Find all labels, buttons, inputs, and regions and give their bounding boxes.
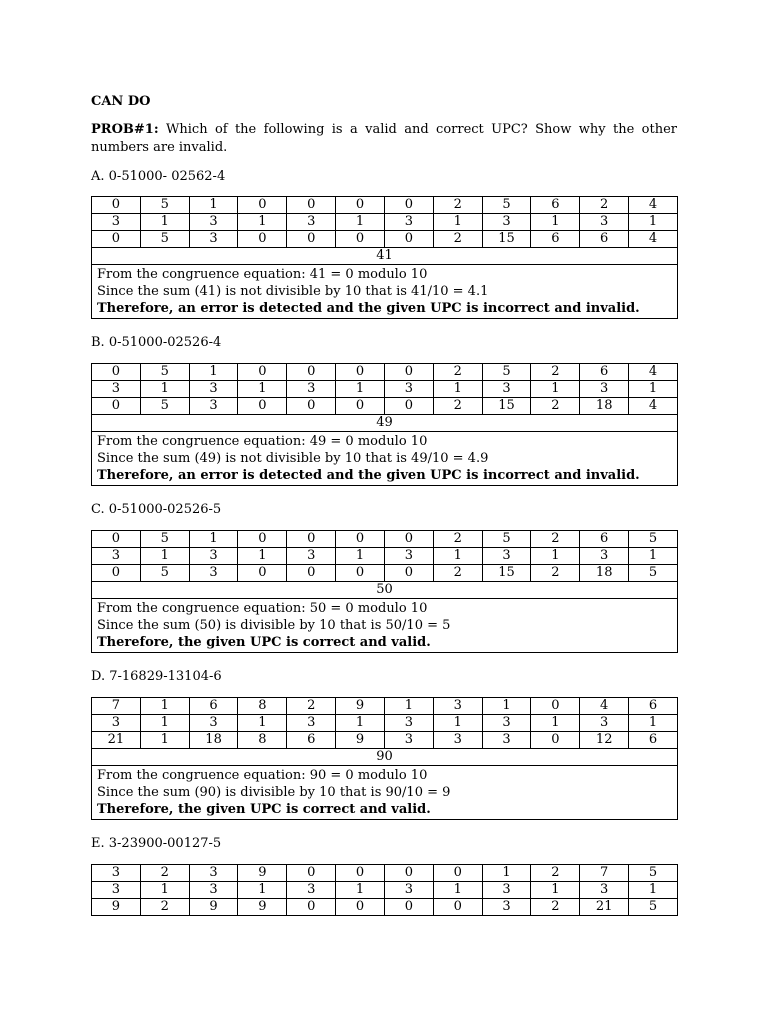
table-cell: 9 xyxy=(189,899,238,916)
table-cell: 0 xyxy=(92,197,141,214)
table-cell: 5 xyxy=(629,565,678,582)
table-cell: 1 xyxy=(238,381,287,398)
weights-row xyxy=(92,548,678,565)
table-cell: 0 xyxy=(384,565,433,582)
table-cell: 1 xyxy=(433,882,482,899)
table-cell: 3 xyxy=(92,381,141,398)
table-cell: 1 xyxy=(140,715,189,732)
table-cell: 3 xyxy=(482,899,531,916)
table-cell: 2 xyxy=(531,398,580,415)
explanation-line: Therefore, the given UPC is correct and valid. xyxy=(97,802,431,817)
table-cell: 3 xyxy=(189,548,238,565)
document-heading: CAN DO xyxy=(91,94,151,109)
table-cell: 0 xyxy=(238,364,287,381)
table-cell: 5 xyxy=(482,364,531,381)
table-cell: 7 xyxy=(92,698,141,715)
table-cell: 18 xyxy=(189,732,238,749)
explanation-line: From the congruence equation: 90 = 0 modulo 10 xyxy=(97,768,428,783)
products-row xyxy=(92,899,678,916)
table-cell: 5 xyxy=(140,231,189,248)
table-cell: 2 xyxy=(433,197,482,214)
table-cell: 2 xyxy=(433,565,482,582)
explanation-line: Since the sum (50) is divisible by 10 that is 50/10 = 5 xyxy=(97,618,451,633)
table-cell: 1 xyxy=(189,197,238,214)
digits-row xyxy=(92,531,678,548)
table-cell: 8 xyxy=(238,732,287,749)
table-cell: 6 xyxy=(629,698,678,715)
table-cell: 0 xyxy=(92,531,141,548)
table-cell: 0 xyxy=(336,865,385,882)
table-cell: 1 xyxy=(531,715,580,732)
table-cell: 3 xyxy=(92,548,141,565)
table-cell: 2 xyxy=(433,398,482,415)
table-cell: 6 xyxy=(580,364,629,381)
table-cell: 1 xyxy=(482,698,531,715)
table-cell: 0 xyxy=(384,398,433,415)
table-cell: 5 xyxy=(482,531,531,548)
sum-cell: 49 xyxy=(92,415,678,432)
sum-row xyxy=(92,415,678,432)
products-row xyxy=(92,398,678,415)
table-cell: 0 xyxy=(287,364,336,381)
weights-row xyxy=(92,381,678,398)
explanation-line: Therefore, an error is detected and the given UPC is incorrect and invalid. xyxy=(97,468,640,483)
section-label-b: B. 0-51000-02526-4 xyxy=(91,335,222,350)
table-cell: 0 xyxy=(433,899,482,916)
table-cell: 3 xyxy=(92,214,141,231)
table-cell: 1 xyxy=(629,715,678,732)
table-cell: 1 xyxy=(433,715,482,732)
sum-row xyxy=(92,749,678,766)
table-cell: 3 xyxy=(384,548,433,565)
digits-row xyxy=(92,197,678,214)
explanation-cell xyxy=(92,599,678,653)
table-cell: 0 xyxy=(238,197,287,214)
table-cell: 0 xyxy=(531,732,580,749)
table-cell: 1 xyxy=(629,548,678,565)
explanation-row xyxy=(92,766,678,820)
explanation-cell xyxy=(92,766,678,820)
table-cell: 4 xyxy=(629,398,678,415)
table-cell: 1 xyxy=(140,732,189,749)
table-cell: 6 xyxy=(629,732,678,749)
table-cell: 1 xyxy=(629,882,678,899)
table-cell: 21 xyxy=(92,732,141,749)
table-cell: 4 xyxy=(580,698,629,715)
table-cell: 2 xyxy=(580,197,629,214)
table-cell: 1 xyxy=(140,698,189,715)
table-cell: 5 xyxy=(629,899,678,916)
table-cell: 1 xyxy=(482,865,531,882)
table-cell: 3 xyxy=(580,548,629,565)
table-cell: 0 xyxy=(336,231,385,248)
table-cell: 2 xyxy=(287,698,336,715)
table-cell: 1 xyxy=(238,548,287,565)
table-cell: 4 xyxy=(629,197,678,214)
table-cell: 0 xyxy=(336,364,385,381)
table-cell: 1 xyxy=(336,882,385,899)
table-cell: 2 xyxy=(531,899,580,916)
table-cell: 3 xyxy=(287,882,336,899)
table-cell: 0 xyxy=(336,531,385,548)
table-cell: 5 xyxy=(140,565,189,582)
table-cell: 1 xyxy=(433,548,482,565)
table-cell: 0 xyxy=(433,865,482,882)
table-cell: 0 xyxy=(287,865,336,882)
table-cell: 0 xyxy=(287,565,336,582)
upc-table-c xyxy=(91,530,678,653)
products-row xyxy=(92,732,678,749)
table-cell: 2 xyxy=(140,899,189,916)
explanation-row xyxy=(92,265,678,319)
section-label-d: D. 7-16829-13104-6 xyxy=(91,669,222,684)
table-cell: 5 xyxy=(140,364,189,381)
table-cell: 7 xyxy=(580,865,629,882)
table-cell: 0 xyxy=(384,865,433,882)
table-cell: 2 xyxy=(433,531,482,548)
table-cell: 0 xyxy=(92,231,141,248)
explanation-row xyxy=(92,599,678,653)
table-cell: 3 xyxy=(189,882,238,899)
table-cell: 2 xyxy=(140,865,189,882)
table-cell: 0 xyxy=(287,531,336,548)
table-cell: 0 xyxy=(336,899,385,916)
table-cell: 0 xyxy=(287,231,336,248)
products-row xyxy=(92,231,678,248)
table-cell: 5 xyxy=(482,197,531,214)
table-cell: 3 xyxy=(384,715,433,732)
table-cell: 0 xyxy=(287,899,336,916)
table-cell: 6 xyxy=(189,698,238,715)
table-cell: 3 xyxy=(189,381,238,398)
table-cell: 4 xyxy=(629,364,678,381)
table-cell: 3 xyxy=(92,865,141,882)
explanation-line: From the congruence equation: 41 = 0 modulo 10 xyxy=(97,267,428,282)
table-cell: 0 xyxy=(531,698,580,715)
explanation-cell xyxy=(92,432,678,486)
table-cell: 1 xyxy=(238,715,287,732)
weights-row xyxy=(92,882,678,899)
table-cell: 0 xyxy=(384,531,433,548)
table-cell: 1 xyxy=(140,381,189,398)
table-cell: 0 xyxy=(238,531,287,548)
table-cell: 1 xyxy=(433,381,482,398)
sum-cell: 90 xyxy=(92,749,678,766)
table-cell: 3 xyxy=(580,715,629,732)
table-cell: 1 xyxy=(238,214,287,231)
table-cell: 3 xyxy=(433,732,482,749)
table-cell: 0 xyxy=(384,197,433,214)
explanation-line: Since the sum (41) is not divisible by 10 that is 41/10 = 4.1 xyxy=(97,284,489,299)
table-cell: 3 xyxy=(384,381,433,398)
table-cell: 2 xyxy=(433,231,482,248)
table-cell: 3 xyxy=(384,882,433,899)
explanation-row xyxy=(92,432,678,486)
table-cell: 3 xyxy=(384,214,433,231)
table-cell: 21 xyxy=(580,899,629,916)
table-cell: 5 xyxy=(140,531,189,548)
table-cell: 1 xyxy=(336,381,385,398)
table-cell: 3 xyxy=(384,732,433,749)
table-cell: 1 xyxy=(531,214,580,231)
table-cell: 8 xyxy=(238,698,287,715)
table-cell: 9 xyxy=(238,865,287,882)
table-cell: 1 xyxy=(336,548,385,565)
explanation-line: Therefore, an error is detected and the given UPC is incorrect and invalid. xyxy=(97,301,640,316)
table-cell: 3 xyxy=(189,565,238,582)
table-cell: 3 xyxy=(287,715,336,732)
table-cell: 3 xyxy=(580,882,629,899)
sum-row xyxy=(92,248,678,265)
table-cell: 3 xyxy=(580,381,629,398)
table-cell: 0 xyxy=(336,197,385,214)
table-cell: 3 xyxy=(482,214,531,231)
table-cell: 6 xyxy=(580,531,629,548)
table-cell: 5 xyxy=(629,865,678,882)
table-cell: 1 xyxy=(238,882,287,899)
table-cell: 3 xyxy=(92,882,141,899)
table-cell: 1 xyxy=(629,381,678,398)
table-cell: 1 xyxy=(189,364,238,381)
table-cell: 3 xyxy=(482,381,531,398)
table-cell: 3 xyxy=(482,732,531,749)
table-cell: 1 xyxy=(140,882,189,899)
table-cell: 6 xyxy=(287,732,336,749)
explanation-line: From the congruence equation: 49 = 0 modulo 10 xyxy=(97,434,428,449)
table-cell: 18 xyxy=(580,398,629,415)
table-cell: 5 xyxy=(629,531,678,548)
table-cell: 1 xyxy=(629,214,678,231)
table-cell: 4 xyxy=(629,231,678,248)
table-cell: 9 xyxy=(238,899,287,916)
table-cell: 2 xyxy=(531,531,580,548)
problem-text: Which of the following is a valid and correct UPC? Show why the other numbers are invalid. xyxy=(91,122,677,155)
table-cell: 9 xyxy=(92,899,141,916)
table-cell: 5 xyxy=(140,398,189,415)
weights-row xyxy=(92,214,678,231)
table-cell: 1 xyxy=(531,882,580,899)
upc-table-a xyxy=(91,196,678,319)
table-cell: 18 xyxy=(580,565,629,582)
table-cell: 3 xyxy=(287,381,336,398)
table-cell: 12 xyxy=(580,732,629,749)
digits-row xyxy=(92,364,678,381)
table-cell: 9 xyxy=(336,732,385,749)
table-cell: 1 xyxy=(189,531,238,548)
table-cell: 1 xyxy=(140,214,189,231)
table-cell: 0 xyxy=(287,398,336,415)
digits-row xyxy=(92,865,678,882)
explanation-cell xyxy=(92,265,678,319)
sum-cell: 50 xyxy=(92,582,678,599)
table-cell: 3 xyxy=(482,715,531,732)
section-label-a: A. 0-51000- 02562-4 xyxy=(91,169,226,184)
table-cell: 9 xyxy=(336,698,385,715)
table-cell: 1 xyxy=(336,214,385,231)
table-cell: 1 xyxy=(531,548,580,565)
table-cell: 6 xyxy=(580,231,629,248)
table-cell: 3 xyxy=(433,698,482,715)
products-row xyxy=(92,565,678,582)
upc-table-b xyxy=(91,363,678,486)
table-cell: 1 xyxy=(336,715,385,732)
table-cell: 1 xyxy=(433,214,482,231)
table-cell: 1 xyxy=(140,548,189,565)
table-cell: 6 xyxy=(531,231,580,248)
table-cell: 0 xyxy=(92,364,141,381)
upc-table-e xyxy=(91,864,678,916)
table-cell: 15 xyxy=(482,398,531,415)
table-cell: 0 xyxy=(92,565,141,582)
table-cell: 3 xyxy=(287,548,336,565)
table-cell: 0 xyxy=(384,364,433,381)
section-label-c: C. 0-51000-02526-5 xyxy=(91,502,222,517)
table-cell: 0 xyxy=(384,899,433,916)
table-cell: 0 xyxy=(336,565,385,582)
table-cell: 2 xyxy=(433,364,482,381)
explanation-line: Since the sum (49) is not divisible by 10 that is 49/10 = 4.9 xyxy=(97,451,489,466)
table-cell: 2 xyxy=(531,565,580,582)
table-cell: 1 xyxy=(531,381,580,398)
table-cell: 0 xyxy=(238,565,287,582)
table-cell: 3 xyxy=(189,398,238,415)
table-cell: 3 xyxy=(482,548,531,565)
upc-table-d xyxy=(91,697,678,820)
weights-row xyxy=(92,715,678,732)
table-cell: 0 xyxy=(92,398,141,415)
sum-cell: 41 xyxy=(92,248,678,265)
section-label-e: E. 3-23900-00127-5 xyxy=(91,836,222,851)
table-cell: 1 xyxy=(384,698,433,715)
table-cell: 0 xyxy=(238,231,287,248)
explanation-line: Since the sum (90) is divisible by 10 that is 90/10 = 9 xyxy=(97,785,451,800)
table-cell: 15 xyxy=(482,565,531,582)
table-cell: 3 xyxy=(189,214,238,231)
table-cell: 2 xyxy=(531,364,580,381)
problem-label: PROB#1: xyxy=(91,122,159,137)
table-cell: 5 xyxy=(140,197,189,214)
problem-statement xyxy=(91,121,677,157)
table-cell: 3 xyxy=(189,715,238,732)
table-cell: 15 xyxy=(482,231,531,248)
table-cell: 3 xyxy=(482,882,531,899)
table-cell: 3 xyxy=(189,231,238,248)
digits-row xyxy=(92,698,678,715)
table-cell: 0 xyxy=(238,398,287,415)
table-cell: 3 xyxy=(92,715,141,732)
table-cell: 6 xyxy=(531,197,580,214)
table-cell: 0 xyxy=(384,231,433,248)
table-cell: 2 xyxy=(531,865,580,882)
table-cell: 3 xyxy=(189,865,238,882)
table-cell: 0 xyxy=(287,197,336,214)
explanation-line: From the congruence equation: 50 = 0 modulo 10 xyxy=(97,601,428,616)
table-cell: 3 xyxy=(580,214,629,231)
table-cell: 0 xyxy=(336,398,385,415)
explanation-line: Therefore, the given UPC is correct and valid. xyxy=(97,635,431,650)
sum-row xyxy=(92,582,678,599)
table-cell: 3 xyxy=(287,214,336,231)
